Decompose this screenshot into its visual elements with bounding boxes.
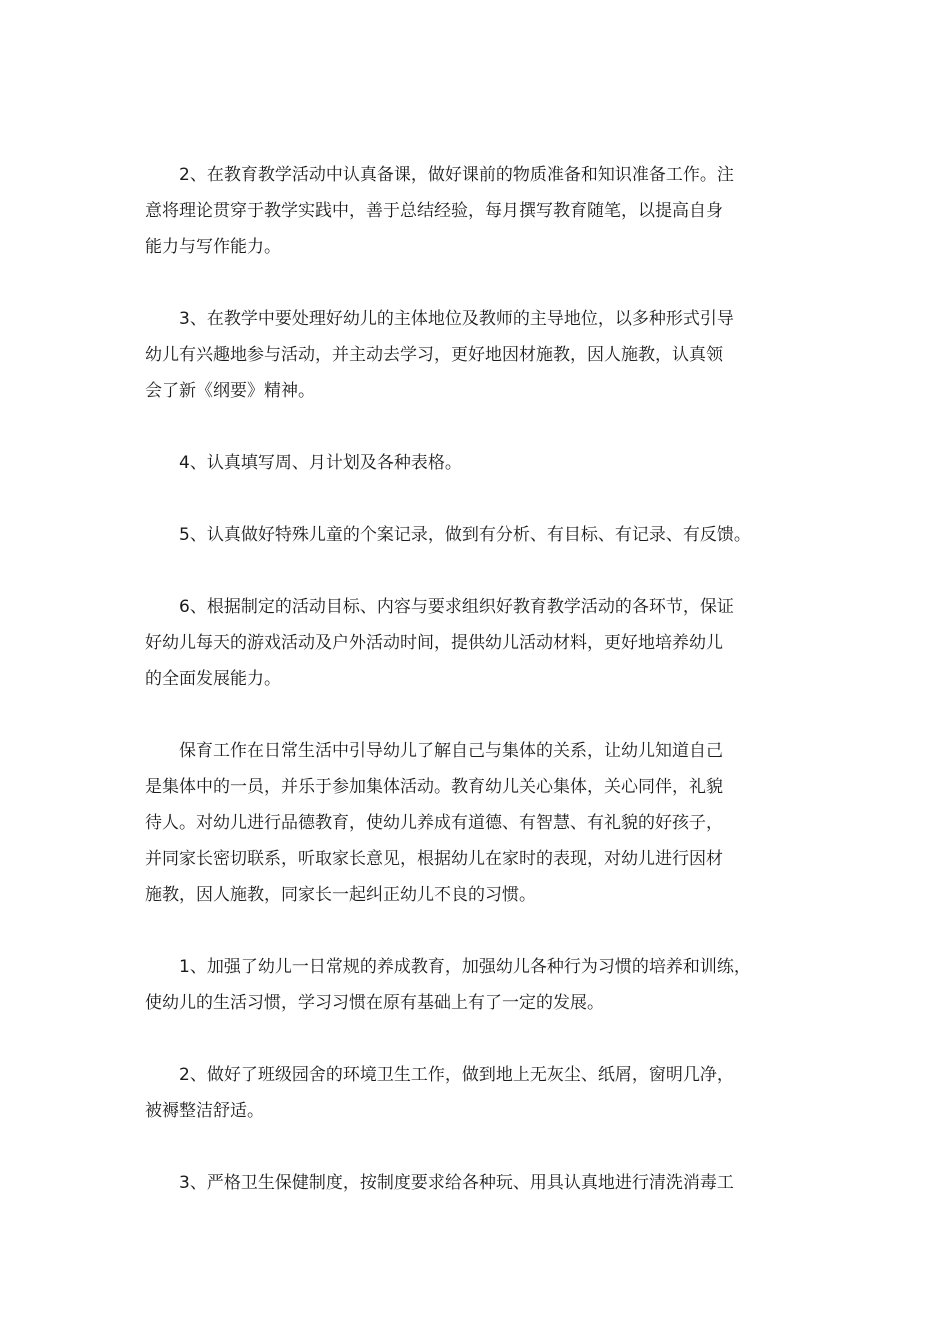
- paragraph-line: 是集体中的一员，并乐于参加集体活动。教育幼儿关心集体，关心同伴，礼貌: [145, 777, 723, 797]
- paragraph-7: [145, 949, 815, 1021]
- document-body: [145, 157, 815, 1237]
- paragraph-9: [145, 1165, 815, 1201]
- paragraph-line: 3、在教学中要处理好幼儿的主体地位及教师的主导地位，以多种形式引导: [179, 309, 734, 329]
- paragraph-6: [145, 733, 815, 913]
- paragraph-line: 2、在教育教学活动中认真备课，做好课前的物质准备和知识准备工作。注: [179, 165, 734, 185]
- paragraph-line: 使幼儿的生活习惯，学习习惯在原有基础上有了一定的发展。: [145, 993, 604, 1013]
- paragraph-line: 待人。对幼儿进行品德教育，使幼儿养成有道德、有智慧、有礼貌的好孩子，: [145, 813, 723, 833]
- paragraph-line: 施教，因人施教，同家长一起纠正幼儿不良的习惯。: [145, 885, 536, 905]
- paragraph-line: 6、根据制定的活动目标、内容与要求组织好教育教学活动的各环节，保证: [179, 597, 734, 617]
- paragraph-line: 并同家长密切联系，听取家长意见，根据幼儿在家时的表现，对幼儿进行因材: [145, 849, 723, 869]
- paragraph-line: 能力与写作能力。: [145, 237, 281, 257]
- paragraph-2: [145, 301, 815, 409]
- paragraph-line: 4、认真填写周、月计划及各种表格。: [179, 453, 462, 473]
- paragraph-5: [145, 589, 815, 697]
- paragraph-line: 幼儿有兴趣地参与活动，并主动去学习，更好地因材施教，因人施教，认真领: [145, 345, 723, 365]
- paragraph-8: [145, 1057, 815, 1129]
- paragraph-line: 1、加强了幼儿一日常规的养成教育，加强幼儿各种行为习惯的培养和训练，: [179, 957, 751, 977]
- paragraph-line: 好幼儿每天的游戏活动及户外活动时间，提供幼儿活动材料，更好地培养幼儿: [145, 633, 723, 653]
- paragraph-line: 意将理论贯穿于教学实践中，善于总结经验，每月撰写教育随笔，以提高自身: [145, 201, 723, 221]
- paragraph-line: 5、认真做好特殊儿童的个案记录，做到有分析、有目标、有记录、有反馈。: [179, 525, 751, 545]
- paragraph-1: [145, 157, 815, 265]
- paragraph-line: 3、严格卫生保健制度，按制度要求给各种玩、用具认真地进行清洗消毒工: [179, 1173, 734, 1193]
- paragraph-line: 2、做好了班级园舍的环境卫生工作，做到地上无灰尘、纸屑，窗明几净，: [179, 1065, 734, 1085]
- paragraph-4: [145, 517, 815, 553]
- paragraph-line: 会了新《纲要》精神。: [145, 381, 315, 401]
- paragraph-line: 被褥整洁舒适。: [145, 1101, 264, 1121]
- paragraph-3: [145, 445, 815, 481]
- paragraph-line: 保育工作在日常生活中引导幼儿了解自己与集体的关系，让幼儿知道自己: [179, 741, 723, 761]
- paragraph-line: 的全面发展能力。: [145, 669, 281, 689]
